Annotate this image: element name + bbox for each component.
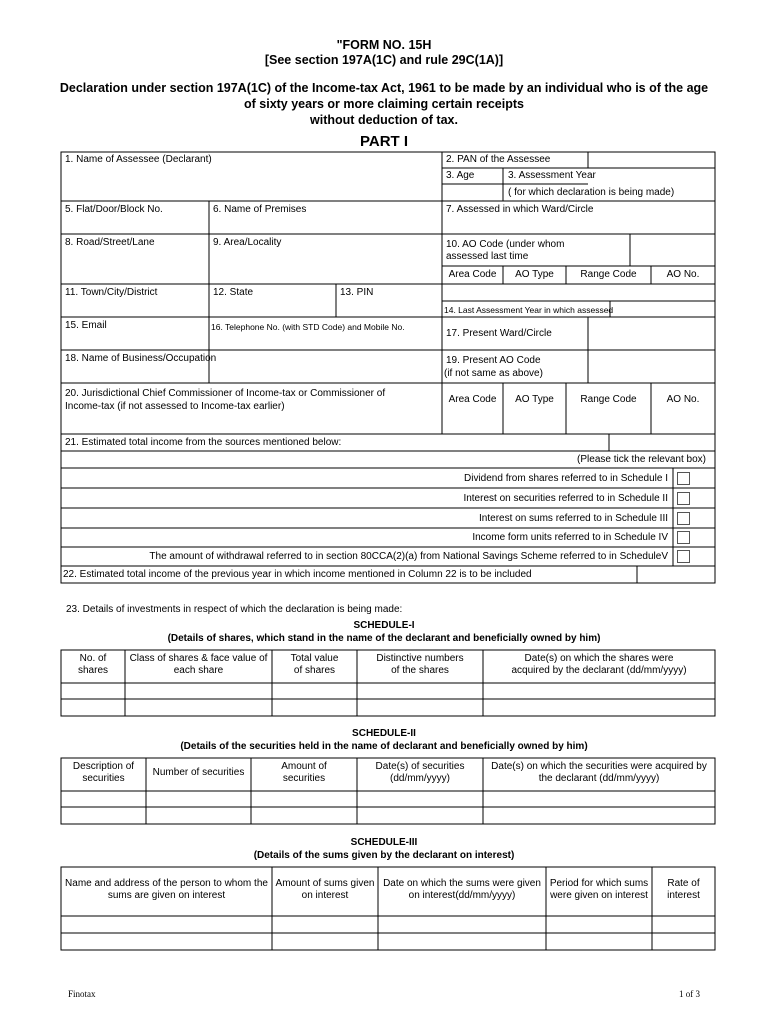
- sched2-col-date: Date(s) of securities (dd/mm/yyyy): [375, 761, 465, 784]
- field-state-label: 12. State: [213, 287, 254, 298]
- field-estimated-income-label: 21. Estimated total income from the sources mentioned below:: [65, 437, 342, 448]
- field-jurisdiction-label-2: Income-tax (if not assessed to Income-tax earlier): [65, 401, 285, 412]
- footer-page-number: 1 of 3: [679, 989, 700, 999]
- field-age-label: 3. Age: [446, 170, 475, 181]
- footer-brand: Finotax: [68, 989, 96, 999]
- sched3-col-name: Name and address of the person to whom the sums are given on interest: [65, 878, 268, 901]
- field-ao-code-label-1: 10. AO Code (under whom: [446, 239, 565, 250]
- field-flat-label: 5. Flat/Door/Block No.: [65, 204, 163, 215]
- investments-heading: 23. Details of investments in respect of which the declaration is being made:: [66, 604, 403, 615]
- declaration-line-2: of sixty years or more claiming certain receipts: [244, 97, 524, 111]
- field-ward-label: 7. Assessed in which Ward/Circle: [446, 204, 594, 215]
- source-dividend-label: Dividend from shares referred to in Schedule I: [464, 473, 668, 484]
- declaration-line-1: Declaration under section 197A(1C) of the Income-tax Act, 1961 to be made by an individual who is of the age: [59, 81, 709, 95]
- field-road-label: 8. Road/Street/Lane: [65, 237, 155, 248]
- jur-area-code-header: Area Code: [448, 394, 497, 405]
- jur-ao-type-header: AO Type: [515, 394, 554, 405]
- sched1-col-class: Class of shares & face value of each share: [129, 653, 268, 676]
- schedule2-title: SCHEDULE-II: [352, 728, 416, 739]
- field-present-ao-label-2: (if not same as above): [444, 368, 543, 379]
- ao-area-code-header: Area Code: [448, 269, 497, 280]
- sched1-col-date: Date(s) on which the shares were acquired by the declarant (dd/mm/yyyy): [511, 653, 687, 676]
- form-section: [See section 197A(1C) and rule 29C(1A)]: [264, 53, 504, 67]
- field-ao-code-label-2: assessed last time: [446, 251, 529, 262]
- jur-ao-number-header: AO No.: [666, 394, 700, 405]
- ao-type-header: AO Type: [515, 269, 554, 280]
- sched2-col-amount: Amount of securities: [281, 761, 327, 784]
- field-jurisdiction-label-1: 20. Jurisdictional Chief Commissioner of Income-tax or Commissioner of: [65, 388, 386, 399]
- sched2-col-description: Description of securities: [72, 761, 135, 784]
- ao-number-header: AO No.: [666, 269, 700, 280]
- source-securities-label: Interest on securities referred to in Schedule II: [463, 493, 668, 504]
- source-nss-label: The amount of withdrawal referred to in section 80CCA(2)(a) from National Savings Scheme referred to in ScheduleV: [149, 551, 668, 562]
- field-pan-label: 2. PAN of the Assessee: [446, 154, 551, 165]
- field-last-assessment-label: 14. Last Assessment Year in which assessed: [444, 305, 614, 315]
- sched2-col-number: Number of securities: [152, 767, 245, 778]
- jur-range-code-header: Range Code: [580, 394, 637, 405]
- sched3-col-period: Period for which sums were given on interest: [549, 878, 649, 901]
- field-telephone-label: 16. Telephone No. (with STD Code) and Mobile No.: [211, 322, 405, 332]
- field-business-label: 18. Name of Business/Occupation: [65, 353, 217, 364]
- sched3-col-date: Date on which the sums were given on interest(dd/mm/yyyy): [383, 878, 541, 901]
- source-units-label: Income form units referred to in Schedule IV: [472, 532, 668, 543]
- declaration-line-3: without deduction of tax.: [310, 113, 458, 127]
- sched1-col-value: Total value of shares: [290, 653, 339, 676]
- schedule3-subtitle: (Details of the sums given by the declarant on interest): [253, 850, 515, 861]
- sched1-col-distinctive: Distinctive numbers of the shares: [376, 653, 464, 676]
- tick-instruction: (Please tick the relevant box): [577, 454, 706, 465]
- form-number: "FORM NO. 15H: [336, 38, 432, 52]
- schedule1-subtitle: (Details of shares, which stand in the name of the declarant and beneficially owned by him): [167, 633, 601, 644]
- field-name-label: 1. Name of Assessee (Declarant): [65, 154, 212, 165]
- sched3-col-rate: Rate of interest: [667, 878, 700, 901]
- field-present-ao-label-1: 19. Present AO Code: [446, 355, 541, 366]
- field-present-ward-label: 17. Present Ward/Circle: [446, 328, 552, 339]
- field-pin-label: 13. PIN: [340, 287, 374, 298]
- ao-range-code-header: Range Code: [580, 269, 637, 280]
- field-assessment-year-note: ( for which declaration is being made): [508, 187, 675, 198]
- sched1-col-shares: No. of shares: [77, 653, 108, 676]
- source-sums-label: Interest on sums referred to in Schedule III: [479, 513, 668, 524]
- sched2-col-acquired: Date(s) on which the securities were acquired by the declarant (dd/mm/yyyy): [491, 761, 707, 784]
- schedule3-title: SCHEDULE-III: [350, 837, 418, 848]
- part-title: PART I: [359, 133, 409, 150]
- sched3-col-amount: Amount of sums given on interest: [275, 878, 375, 901]
- field-area-label: 9. Area/Locality: [213, 237, 282, 248]
- field-premises-label: 6. Name of Premises: [213, 204, 307, 215]
- field-assessment-year-label: 3. Assessment Year: [508, 170, 596, 181]
- field-town-label: 11. Town/City/District: [65, 287, 158, 298]
- schedule1-title: SCHEDULE-I: [353, 620, 415, 631]
- field-email-label: 15. Email: [65, 320, 107, 331]
- schedule2-subtitle: (Details of the securities held in the name of declarant and beneficially owned by him): [180, 741, 588, 752]
- field-previous-year-income-label: 22. Estimated total income of the previous year in which income mentioned in Column 22 is to be included: [63, 569, 532, 580]
